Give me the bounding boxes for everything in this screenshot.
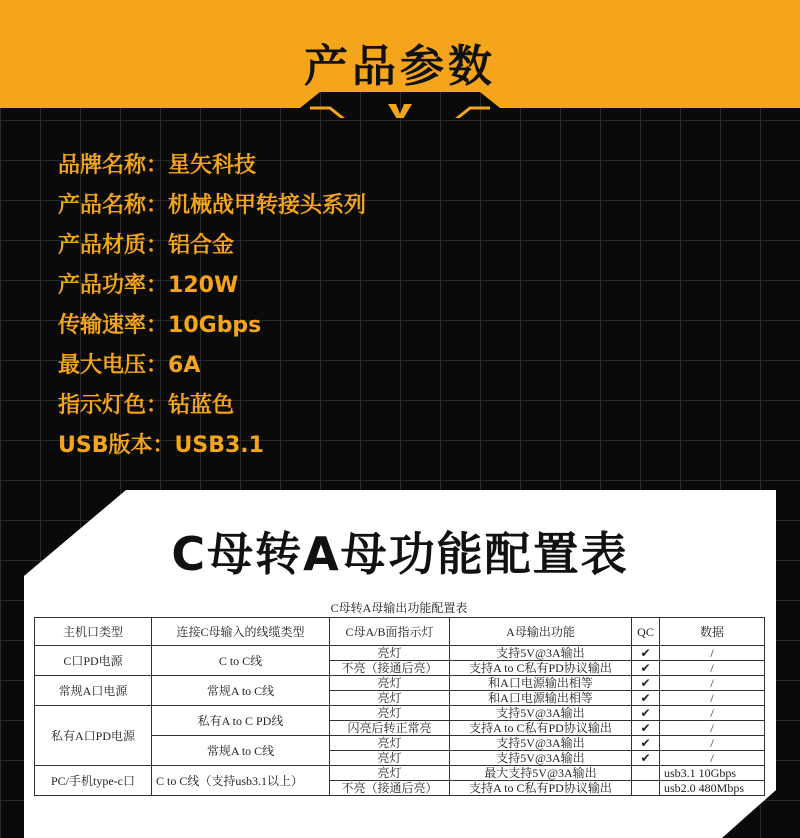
cable-type-cell: 私有A to C PD线 — [152, 706, 330, 736]
spec-transfer-rate: 传输速率：10Gbps — [58, 313, 262, 338]
output-cell: 支持5V@3A输出 — [450, 736, 632, 751]
data-cell: usb2.0 480Mbps — [660, 781, 765, 796]
led-cell: 不亮（接通后亮） — [330, 781, 450, 796]
led-cell: 不亮（接通后亮） — [330, 661, 450, 676]
led-cell: 亮灯 — [330, 766, 450, 781]
led-cell: 亮灯 — [330, 706, 450, 721]
table-row — [35, 766, 765, 781]
data-cell: / — [660, 676, 765, 691]
qc-check-icon: ✔ — [632, 721, 660, 736]
table-header-row — [35, 618, 765, 646]
config-title: C母转A母功能配置表 — [171, 527, 629, 581]
column-header: QC — [632, 618, 660, 646]
output-cell: 支持5V@3A输出 — [450, 706, 632, 721]
host-type-cell: PC/手机type-c口 — [35, 766, 152, 796]
qc-check-icon: ✔ — [632, 736, 660, 751]
qc-check-icon: ✔ — [632, 751, 660, 766]
qc-check-icon: ✔ — [632, 646, 660, 661]
spec-indicator-color: 指示灯色：钻蓝色 — [58, 393, 235, 418]
spec-list — [58, 146, 366, 466]
output-cell: 支持A to C私有PD协议输出 — [450, 781, 632, 796]
column-header: 主机口类型 — [35, 618, 152, 646]
qc-check-icon: ✔ — [632, 661, 660, 676]
led-cell: 亮灯 — [330, 736, 450, 751]
cable-type-cell: 常规A to C线 — [152, 736, 330, 766]
spec-brand: 品牌名称：星矢科技 — [58, 153, 257, 178]
data-cell: / — [660, 691, 765, 706]
output-cell: 支持A to C私有PD协议输出 — [450, 661, 632, 676]
spec-usb-version: USB版本：USB3.1 — [58, 433, 264, 458]
spec-power: 产品功率：120W — [58, 273, 239, 298]
output-cell: 最大支持5V@3A输出 — [450, 766, 632, 781]
output-cell: 支持5V@3A输出 — [450, 646, 632, 661]
host-type-cell: 私有A口PD电源 — [35, 706, 152, 766]
spec-product-name: 产品名称：机械战甲转接头系列 — [58, 193, 367, 218]
qc-check-icon: ✔ — [632, 676, 660, 691]
table-row — [35, 646, 765, 661]
table-caption: C母转A母输出功能配置表 — [330, 601, 468, 615]
data-cell: / — [660, 646, 765, 661]
host-type-cell: C口PD电源 — [35, 646, 152, 676]
config-table — [34, 617, 765, 796]
column-header: C母A/B面指示灯 — [330, 618, 450, 646]
data-cell: / — [660, 736, 765, 751]
qc-check-icon — [632, 766, 660, 781]
output-cell: 支持A to C私有PD协议输出 — [450, 721, 632, 736]
page-title: 产品参数 — [304, 41, 496, 92]
cable-type-cell: C to C线 — [152, 646, 330, 676]
qc-check-icon: ✔ — [632, 691, 660, 706]
config-table-wrap — [34, 600, 764, 796]
data-cell: / — [660, 721, 765, 736]
output-cell: 支持5V@3A输出 — [450, 751, 632, 766]
led-cell: 闪亮后转正常亮 — [330, 721, 450, 736]
column-header: 连接C母输入的线缆类型 — [152, 618, 330, 646]
data-cell: / — [660, 706, 765, 721]
qc-check-icon: ✔ — [632, 706, 660, 721]
output-cell: 和A口电源输出相等 — [450, 676, 632, 691]
cable-type-cell: C to C线（支持usb3.1以上） — [152, 766, 330, 796]
qc-check-icon — [632, 781, 660, 796]
host-type-cell: 常规A口电源 — [35, 676, 152, 706]
spec-max-voltage: 最大电压：6A — [58, 353, 201, 378]
table-row — [35, 676, 765, 691]
led-cell: 亮灯 — [330, 646, 450, 661]
column-header: A母输出功能 — [450, 618, 632, 646]
table-row — [35, 706, 765, 721]
data-cell: / — [660, 661, 765, 676]
data-cell: / — [660, 751, 765, 766]
led-cell: 亮灯 — [330, 676, 450, 691]
led-cell: 亮灯 — [330, 691, 450, 706]
led-cell: 亮灯 — [330, 751, 450, 766]
output-cell: 和A口电源输出相等 — [450, 691, 632, 706]
spec-material: 产品材质：铝合金 — [58, 233, 235, 258]
cable-type-cell: 常规A to C线 — [152, 676, 330, 706]
data-cell: usb3.1 10Gbps — [660, 766, 765, 781]
column-header: 数据 — [660, 618, 765, 646]
